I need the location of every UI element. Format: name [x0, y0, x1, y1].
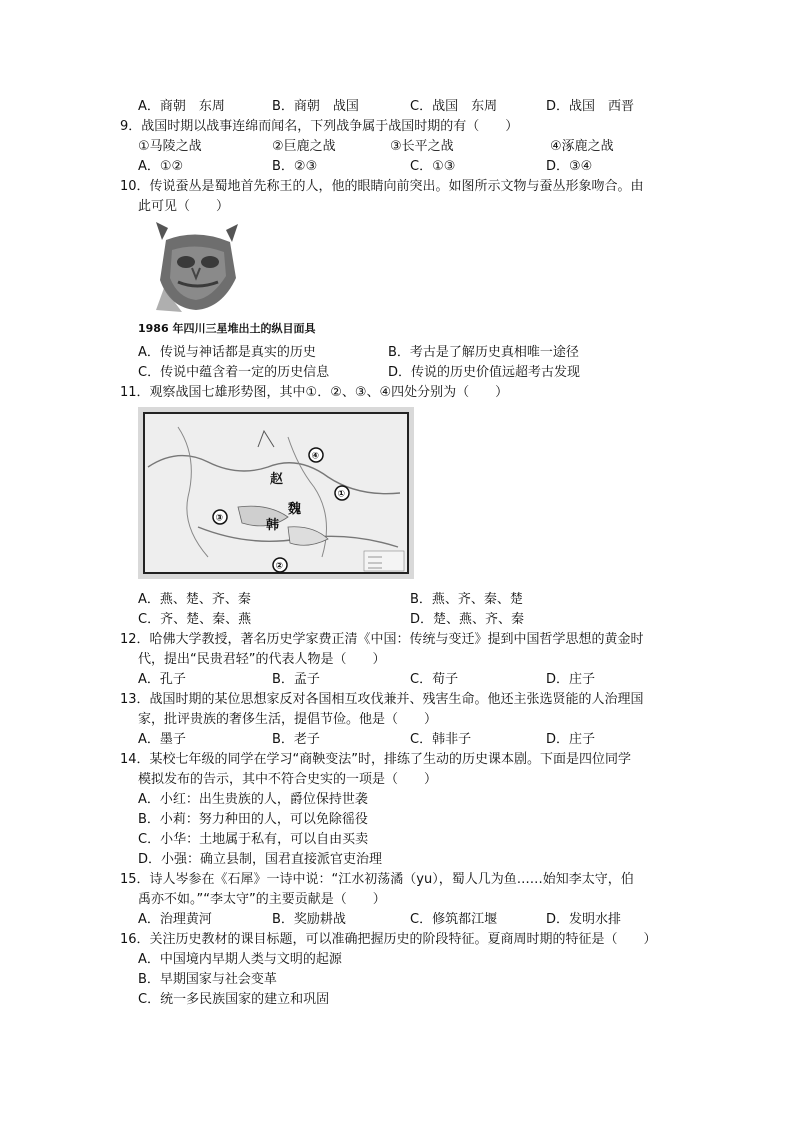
q9-stem: 9．战国时期以战事连绵而闻名，下列战争属于战国时期的有（ ） — [120, 119, 519, 134]
q15-option-c: C．修筑都江堰 — [410, 912, 498, 927]
q11-option-b: B．燕、齐、秦、楚 — [410, 592, 523, 607]
q9-item-4: ④涿鹿之战 — [550, 139, 614, 154]
q12-option-d: D．庄子 — [546, 672, 596, 687]
q9-option-c: C．①③ — [410, 159, 456, 174]
q15-option-a: A．治理黄河 — [138, 912, 212, 927]
map-marker-2: ② — [275, 561, 284, 572]
q14-stem-line2: 模拟发布的告示，其中不符合史实的一项是（ ） — [138, 772, 438, 787]
q8-option-a: A．商朝 东周 — [138, 99, 225, 114]
q8-option-d: D．战国 西晋 — [546, 99, 635, 114]
q9-option-a: A．①② — [138, 159, 184, 174]
q13-option-a: A．墨子 — [138, 732, 186, 747]
q9-option-d: D．③④ — [546, 159, 593, 174]
q10-option-a: A．传说与神话都是真实的历史 — [138, 345, 316, 360]
q15-stem-line2: 禹亦不如。”“李太守”的主要贡献是（ ） — [138, 892, 386, 907]
q12-stem-line1: 12．哈佛大学教授，著名历史学家费正清《中国：传统与变迁》提到中国哲学思想的黄金时 — [120, 632, 644, 647]
mask-caption: 1986 年四川三星堆出土的纵目面具 — [138, 322, 316, 335]
q11-option-d: D．楚、燕、齐、秦 — [410, 612, 525, 627]
q9-item-3: ③长平之战 — [390, 139, 454, 154]
q11-option-a: A．燕、楚、齐、秦 — [138, 592, 251, 607]
q9-option-b: B．②③ — [272, 159, 318, 174]
map-label-han: 韩 — [266, 518, 280, 533]
q13-stem-line1: 13．战国时期的某位思想家反对各国相互攻伐兼并、残害生命。他还主张选贤能的人治理国 — [120, 692, 644, 707]
q13-option-c: C．韩非子 — [410, 732, 472, 747]
map-marker-4: ④ — [311, 451, 320, 462]
q12-stem-line2: 代，提出“民贵君轻”的代表人物是（ ） — [138, 652, 386, 667]
q14-option-c: C．小华：土地属于私有，可以自由买卖 — [138, 832, 369, 847]
q10-option-b: B．考古是了解历史真相唯一途径 — [388, 345, 579, 360]
q16-option-a: A．中国境内早期人类与文明的起源 — [138, 952, 342, 967]
bronze-mask-image — [152, 218, 242, 316]
q14-option-a: A．小红：出生贵族的人，爵位保持世袭 — [138, 792, 368, 807]
q10-stem-line2: 此可见（ ） — [138, 199, 230, 214]
warring-states-map — [138, 407, 414, 579]
map-label-zhao: 赵 — [270, 472, 284, 487]
map-label-wei: 魏 — [288, 502, 302, 517]
q14-option-d: D．小强：确立县制，国君直接派官吏治理 — [138, 852, 383, 867]
q13-option-b: B．老子 — [272, 732, 320, 747]
map-marker-1: ① — [337, 489, 346, 500]
q9-item-1: ①马陵之战 — [138, 139, 202, 154]
q15-option-d: D．发明水排 — [546, 912, 622, 927]
q10-stem-line1: 10．传说蚕丛是蜀地首先称王的人，他的眼睛向前突出。如图所示文物与蚕丛形象吻合。由 — [120, 179, 644, 194]
q8-option-b: B．商朝 战国 — [272, 99, 359, 114]
q14-option-b: B．小莉：努力种田的人，可以免除徭役 — [138, 812, 368, 827]
q13-option-d: D．庄子 — [546, 732, 596, 747]
q12-option-a: A．孔子 — [138, 672, 186, 687]
q11-option-c: C．齐、楚、秦、燕 — [138, 612, 252, 627]
q8-option-c: C．战国 东周 — [410, 99, 498, 114]
q11-stem: 11．观察战国七雄形势图，其中①．②、③、④四处分别为（ ） — [120, 385, 509, 400]
q12-option-c: C．荀子 — [410, 672, 459, 687]
q15-stem-line1: 15．诗人岑参在《石犀》一诗中说：“江水初荡潏（yu），蜀人几为鱼……始知李太守，伯 — [120, 872, 634, 887]
q16-option-c: C．统一多民族国家的建立和巩固 — [138, 992, 330, 1007]
q14-stem-line1: 14．某校七年级的同学在学习“商鞅变法”时，排练了生动的历史课本剧。下面是四位同学 — [120, 752, 632, 767]
q13-stem-line2: 家，批评贵族的奢侈生活，提倡节俭。他是（ ） — [138, 712, 438, 727]
q12-option-b: B．孟子 — [272, 672, 320, 687]
q16-stem: 16．关注历史教材的课目标题，可以准确把握历史的阶段特征。夏商周时期的特征是（ ） — [120, 932, 657, 947]
q9-item-2: ②巨鹿之战 — [272, 139, 336, 154]
q10-option-c: C．传说中蕴含着一定的历史信息 — [138, 365, 330, 380]
q16-option-b: B．早期国家与社会变革 — [138, 972, 277, 987]
q15-option-b: B．奖励耕战 — [272, 912, 346, 927]
map-marker-3: ③ — [215, 513, 224, 524]
q10-option-d: D．传说的历史价值远超考古发现 — [388, 365, 581, 380]
